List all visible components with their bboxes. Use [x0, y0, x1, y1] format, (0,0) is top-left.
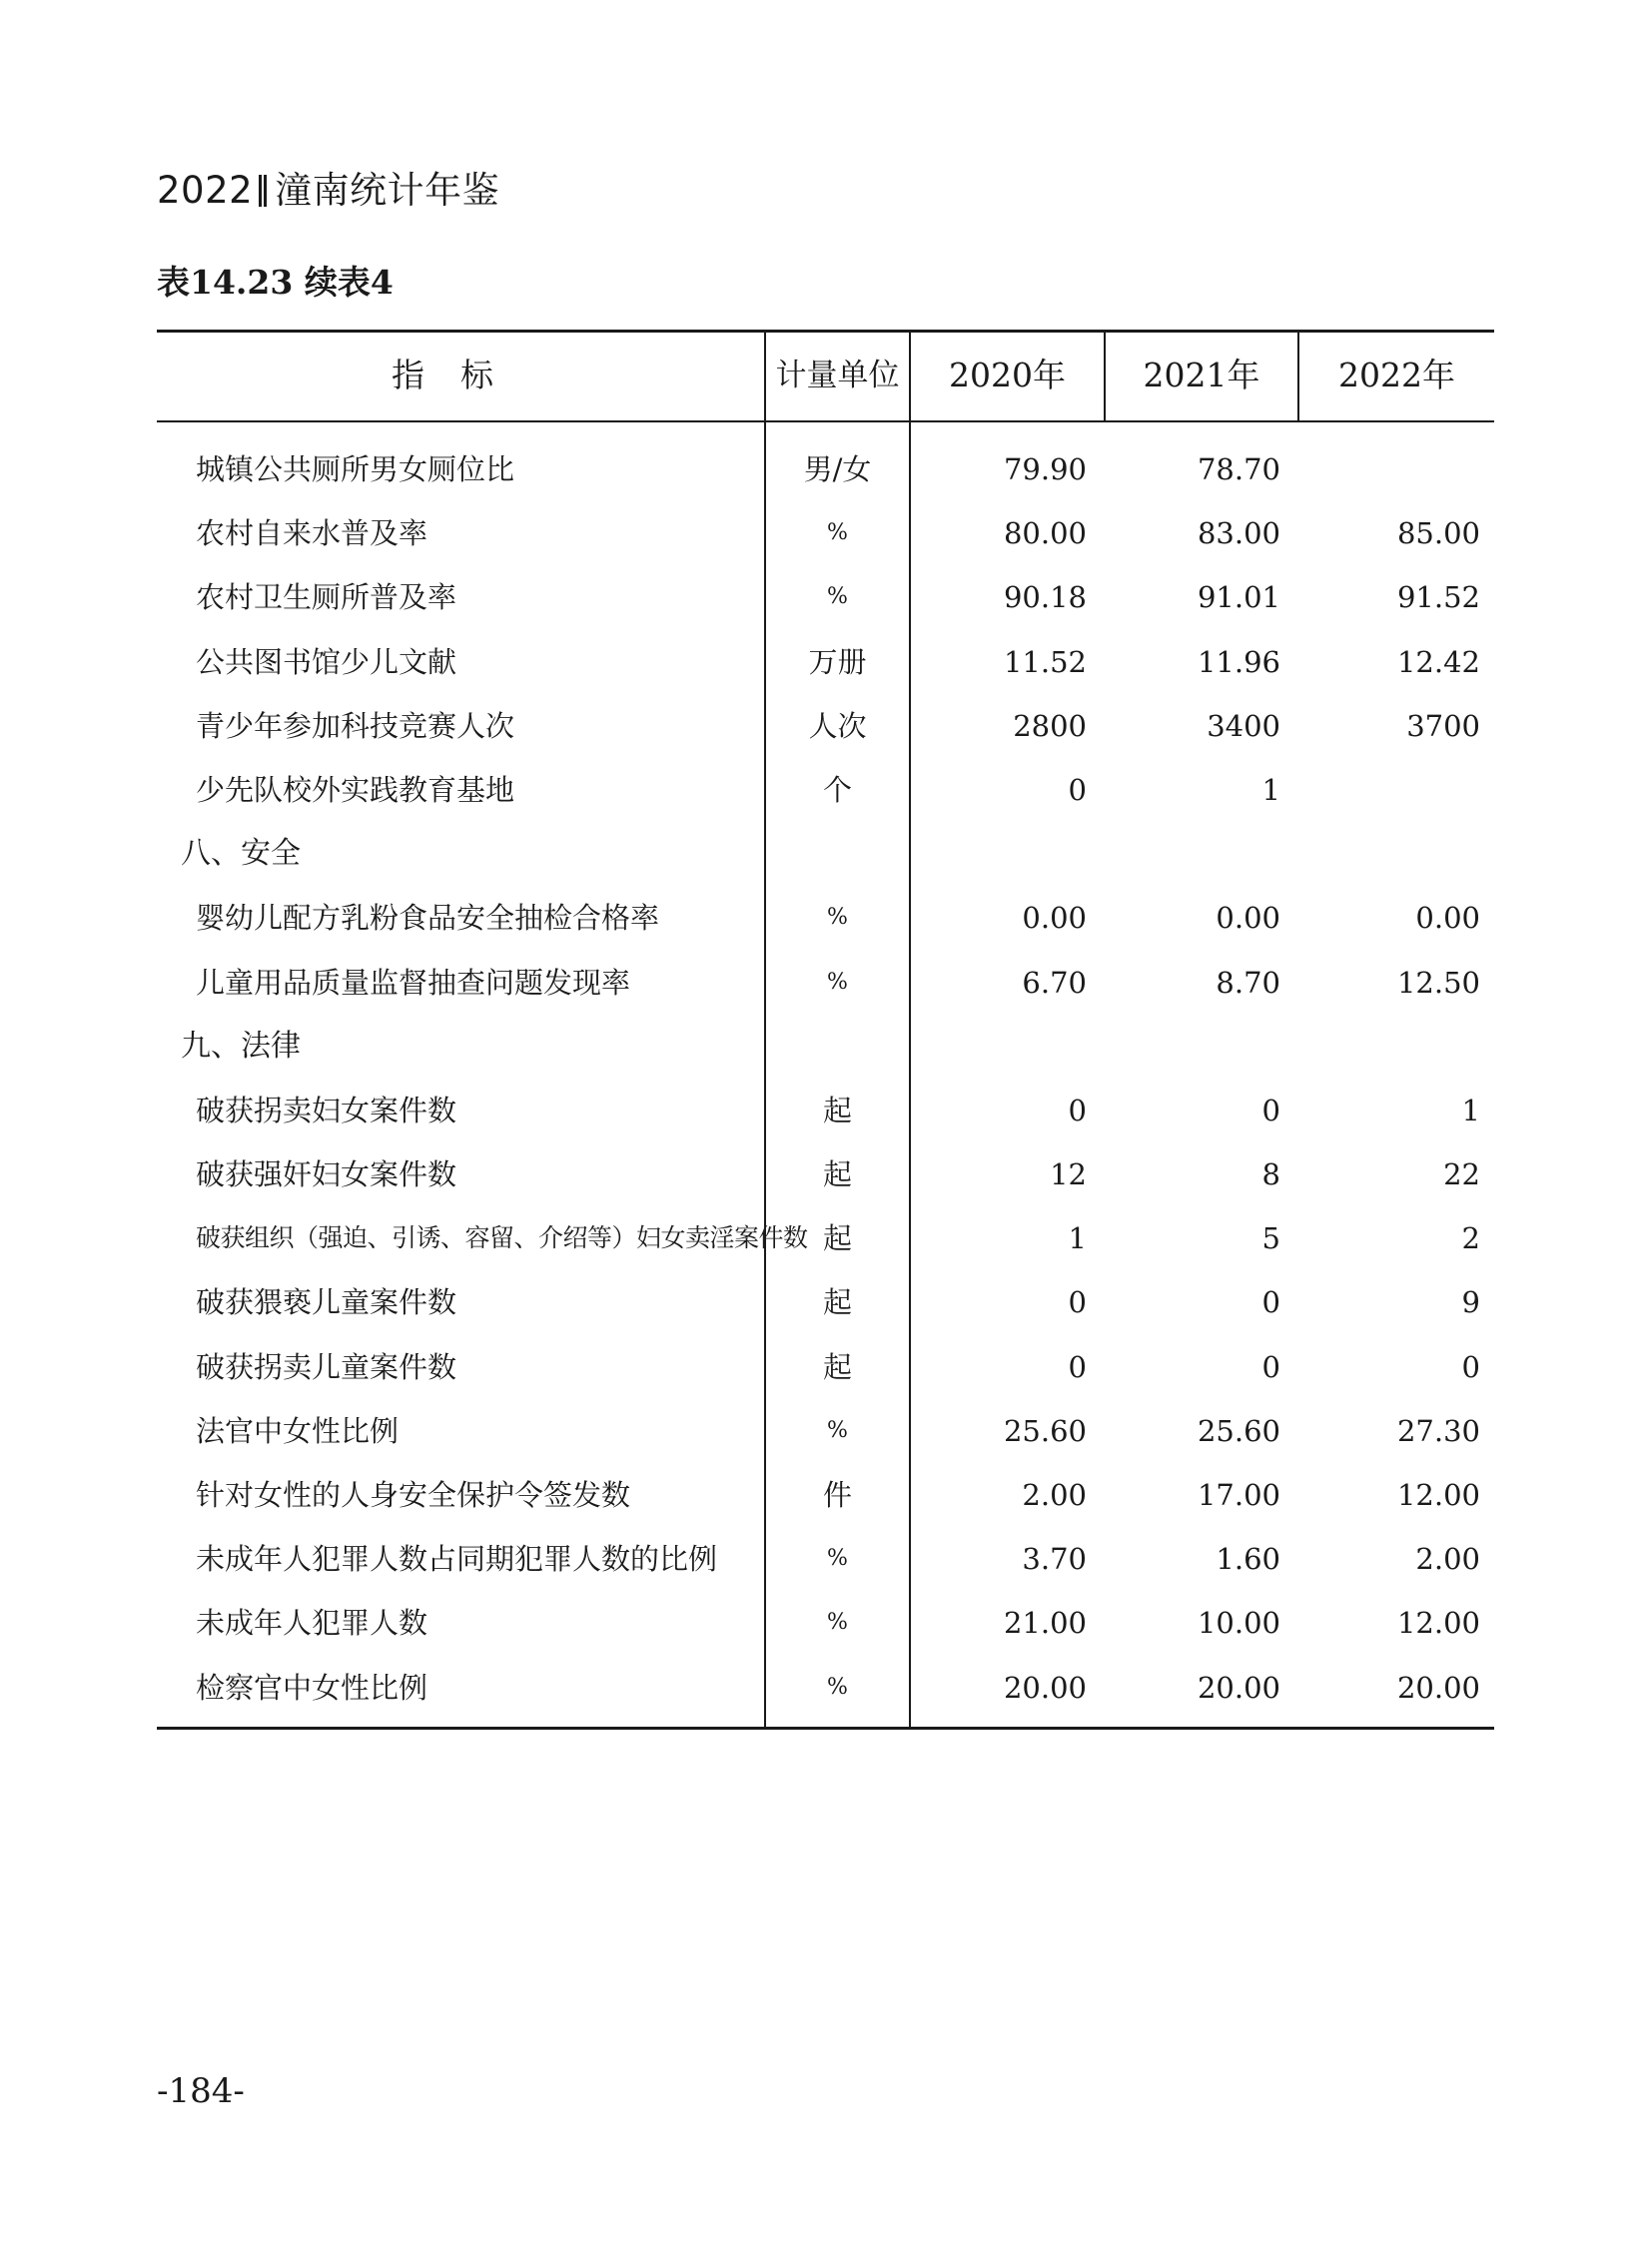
value-2022-cell: 2	[1461, 1221, 1480, 1256]
table-row	[157, 1463, 1494, 1527]
value-2022-cell: 12.42	[1396, 644, 1480, 679]
table-bottom-rule	[157, 1727, 1494, 1730]
unit-cell: 个	[822, 772, 852, 807]
page-number: -184-	[157, 2071, 245, 2111]
value-2020-cell: 20.00	[1003, 1670, 1087, 1705]
value-2020-cell: 6.70	[1022, 965, 1087, 1000]
table-row	[157, 694, 1494, 758]
unit-cell: %	[827, 584, 848, 610]
value-2020-cell: 1	[1068, 1221, 1087, 1256]
table-row	[157, 951, 1494, 1015]
value-2021-cell: 5	[1261, 1221, 1280, 1256]
indicator-cell: 少先队校外实践教育基地	[196, 772, 515, 807]
value-2020-cell: 90.18	[1003, 580, 1087, 615]
value-2021-cell: 0	[1261, 1093, 1280, 1127]
value-2020-cell: 0	[1068, 1349, 1087, 1384]
value-2020-cell: 2.00	[1022, 1478, 1087, 1512]
indicator-cell: 破获强奸妇女案件数	[196, 1157, 457, 1192]
indicator-cell: 针对女性的人身安全保护令签发数	[196, 1478, 631, 1512]
column-header-2022: 2022年	[1338, 356, 1455, 394]
value-2022-cell: 9	[1461, 1285, 1480, 1320]
value-2021-cell: 3400	[1207, 708, 1280, 743]
running-header	[157, 160, 499, 214]
value-2022-cell: 85.00	[1396, 516, 1480, 551]
indicator-cell: 青少年参加科技竞赛人次	[196, 708, 515, 743]
value-2021-cell: 83.00	[1197, 516, 1280, 551]
value-2020-cell: 3.70	[1022, 1542, 1087, 1577]
table-top-rule	[157, 330, 1494, 333]
table-row	[157, 1399, 1494, 1463]
value-2022-cell: 1	[1461, 1093, 1480, 1127]
indicator-cell: 法官中女性比例	[196, 1413, 400, 1448]
column-header-unit: 计量单位	[775, 358, 900, 393]
unit-cell: %	[827, 969, 848, 995]
unit-cell: 起	[822, 1285, 852, 1320]
section-heading-row	[157, 822, 1494, 886]
value-2021-cell: 8.70	[1216, 965, 1280, 1000]
value-2021-cell: 0	[1261, 1349, 1280, 1384]
indicator-cell: 婴幼儿配方乳粉食品安全抽检合格率	[196, 901, 660, 936]
value-2022-cell: 12.00	[1396, 1606, 1480, 1641]
unit-cell: %	[827, 1610, 848, 1636]
unit-cell: 起	[822, 1157, 852, 1192]
value-2022-cell: 12.00	[1396, 1478, 1480, 1512]
header-year: 2022	[157, 169, 254, 212]
table-row	[157, 1079, 1494, 1142]
indicator-cell: 农村卫生厕所普及率	[196, 580, 457, 615]
unit-cell: %	[827, 520, 848, 546]
value-2021-cell: 8	[1261, 1157, 1280, 1192]
indicator-cell: 检察官中女性比例	[196, 1670, 428, 1705]
table-row	[157, 1335, 1494, 1399]
value-2021-cell: 1.60	[1216, 1542, 1280, 1577]
indicator-cell: 儿童用品质量监督抽查问题发现率	[196, 965, 631, 1000]
value-2020-cell: 0	[1068, 1093, 1087, 1127]
indicator-cell: 八、安全	[181, 836, 301, 872]
value-2022-cell: 20.00	[1396, 1670, 1480, 1705]
unit-cell: 起	[822, 1093, 852, 1127]
value-2020-cell: 25.60	[1003, 1413, 1087, 1448]
table-title: 表14.23 续表4	[157, 263, 394, 302]
unit-cell: %	[827, 1417, 848, 1443]
indicator-cell: 破获拐卖儿童案件数	[196, 1349, 457, 1384]
table-row	[157, 1142, 1494, 1206]
table-row	[157, 437, 1494, 501]
value-2021-cell: 11.96	[1197, 644, 1280, 679]
indicator-cell: 九、法律	[181, 1028, 301, 1064]
value-2020-cell: 0.00	[1022, 901, 1087, 936]
indicator-cell: 破获组织（强迫、引诱、容留、介绍等）妇女卖淫案件数	[196, 1223, 808, 1253]
table-row	[157, 1527, 1494, 1591]
value-2022-cell: 0.00	[1415, 901, 1480, 936]
value-2021-cell: 25.60	[1197, 1413, 1280, 1448]
table-row	[157, 1270, 1494, 1334]
value-2020-cell: 80.00	[1003, 516, 1087, 551]
column-header-indicator: 指标	[392, 356, 529, 394]
unit-cell: 起	[822, 1349, 852, 1384]
indicator-cell: 破获拐卖妇女案件数	[196, 1093, 457, 1127]
value-2021-cell: 17.00	[1197, 1478, 1280, 1512]
indicator-cell: 公共图书馆少儿文献	[196, 644, 457, 679]
value-2021-cell: 10.00	[1197, 1606, 1280, 1641]
unit-cell: %	[827, 905, 848, 931]
value-2021-cell: 0.00	[1216, 901, 1280, 936]
value-2020-cell: 11.52	[1003, 644, 1087, 679]
unit-cell: 件	[822, 1478, 852, 1512]
table-row	[157, 630, 1494, 694]
value-2020-cell: 79.90	[1003, 452, 1087, 486]
value-2020-cell: 0	[1068, 1285, 1087, 1320]
column-header-2020: 2020年	[949, 356, 1066, 394]
unit-cell: 起	[822, 1221, 852, 1256]
value-2021-cell: 91.01	[1197, 580, 1280, 615]
value-2020-cell: 2800	[1013, 708, 1087, 743]
value-2022-cell: 12.50	[1396, 965, 1480, 1000]
header-book-title: 潼南统计年鉴	[275, 169, 500, 212]
header-separator	[259, 175, 267, 207]
table-row	[157, 501, 1494, 565]
section-heading-row	[157, 1015, 1494, 1079]
value-2022-cell: 0	[1461, 1349, 1480, 1384]
value-2021-cell: 78.70	[1197, 452, 1280, 486]
table-row	[157, 886, 1494, 950]
table-row	[157, 1591, 1494, 1655]
unit-cell: %	[827, 1674, 848, 1700]
table-header-rule	[157, 420, 1494, 422]
table-row	[157, 1206, 1494, 1270]
value-2021-cell: 1	[1261, 772, 1280, 807]
value-2022-cell: 27.30	[1396, 1413, 1480, 1448]
indicator-cell: 城镇公共厕所男女厕位比	[196, 452, 515, 486]
value-2021-cell: 20.00	[1197, 1670, 1280, 1705]
value-2020-cell: 12	[1050, 1157, 1087, 1192]
column-header-2021: 2021年	[1143, 356, 1260, 394]
indicator-cell: 未成年人犯罪人数占同期犯罪人数的比例	[196, 1542, 718, 1577]
indicator-cell: 未成年人犯罪人数	[196, 1606, 428, 1641]
indicator-cell: 破获猥亵儿童案件数	[196, 1285, 457, 1320]
value-2020-cell: 0	[1068, 772, 1087, 807]
unit-cell: 男/女	[803, 452, 872, 486]
value-2022-cell: 91.52	[1396, 580, 1480, 615]
value-2022-cell: 22	[1443, 1157, 1480, 1192]
indicator-cell: 农村自来水普及率	[196, 516, 428, 551]
table-row	[157, 565, 1494, 629]
unit-cell: 万册	[808, 644, 867, 679]
table-row	[157, 1656, 1494, 1720]
value-2020-cell: 21.00	[1003, 1606, 1087, 1641]
table-body	[157, 437, 1494, 1720]
unit-cell: 人次	[808, 708, 867, 743]
value-2022-cell: 2.00	[1415, 1542, 1480, 1577]
unit-cell: %	[827, 1546, 848, 1572]
value-2022-cell: 3700	[1406, 708, 1480, 743]
table-row	[157, 758, 1494, 822]
value-2021-cell: 0	[1261, 1285, 1280, 1320]
